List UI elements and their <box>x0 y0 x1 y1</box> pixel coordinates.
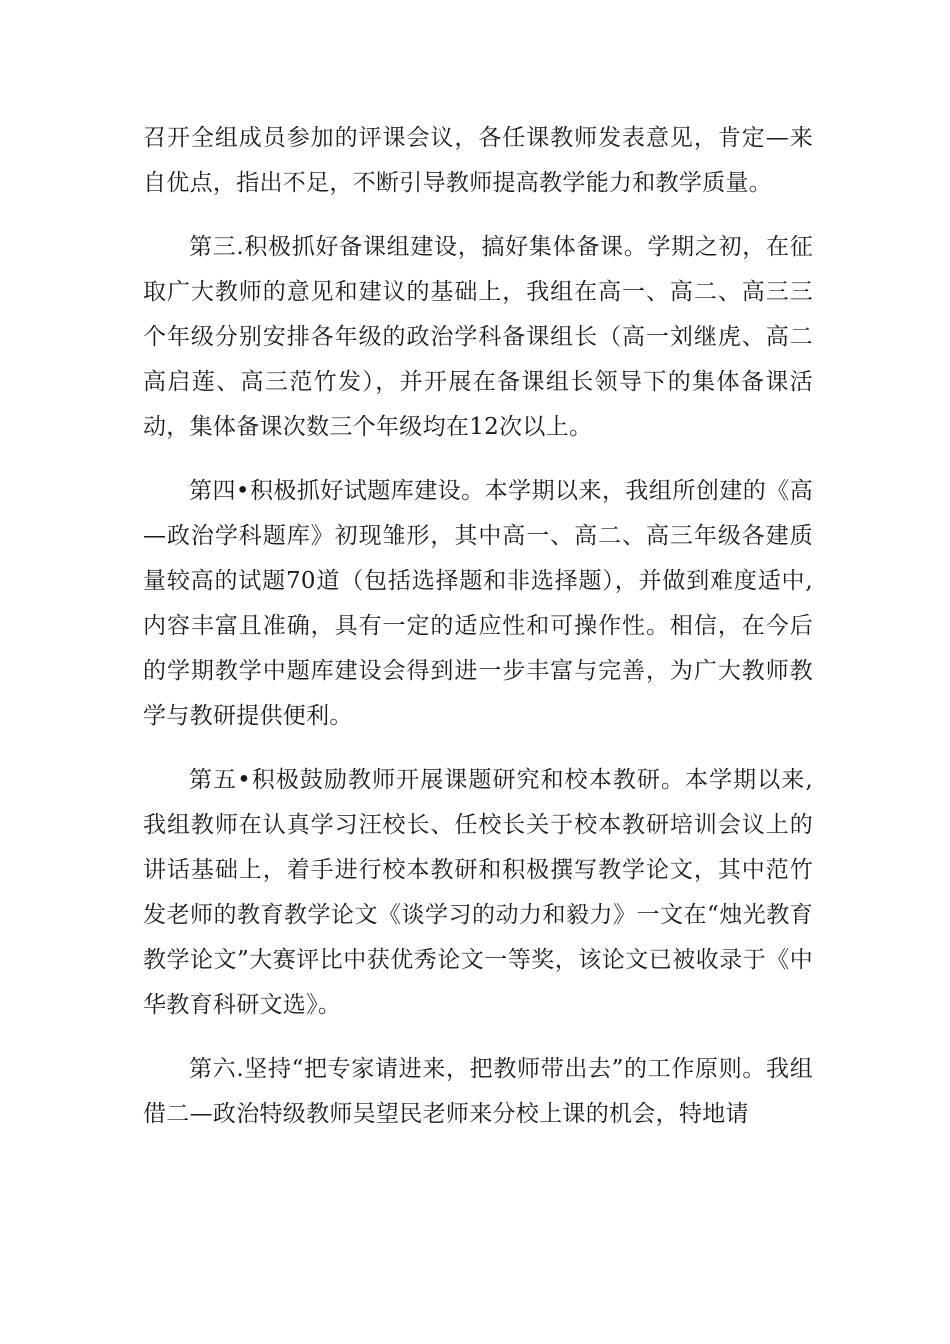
paragraph-section-three: 第三.积极抓好备课组建设，搞好集体备课。学期之初，在征取广大教师的意见和建议的基础上，我组在高一、高二、高三三个年级分别安排各年级的政治学科备课组长（高一刘继虎、高二高启莲、高三范竹发），并开展在备课组长领导下的集体备课活动，集体备课次数三个年级均在12次以上。 <box>143 234 813 440</box>
paragraph-section-six: 第六.坚持“把专家请进来，把教师带出去”的工作原则。我组借二—政治特级教师吴望民老师来分校上课的机会，特地请 <box>143 1056 813 1127</box>
paragraph-continuation: 召开全组成员参加的评课会议，各任课教师发表意见，肯定—来自优点，指出不足，不断引导教师提高教学能力和教学质量。 <box>143 125 813 196</box>
paragraph-section-four: 第四•积极抓好试题库建设。本学期以来，我组所创建的《高—政治学科题库》初现雏形，其中高一、高二、高三年级各建质量较高的试题70道（包括选择题和非选择题），并做到难度适中,内容丰富且准确，具有一定的适应性和可操作性。相信，在今后的学期教学中题库建设会得到进一步丰富与完善，为广大教师教学与教研提供便利。 <box>143 478 813 729</box>
paragraph-section-five: 第五•积极鼓励教师开展课题研究和校本教研。本学期以来,我组教师在认真学习汪校长、任校长关于校本教研培训会议上的讲话基础上，着手进行校本教研和积极撰写教学论文，其中范竹发老师的教育教学论文《谈学习的动力和毅力》一文在“烛光教育教学论文”大赛评比中获优秀论文一等奖，该论文已被收录于《中华教育科研文选》。 <box>143 767 813 1018</box>
document-body <box>143 116 813 1156</box>
